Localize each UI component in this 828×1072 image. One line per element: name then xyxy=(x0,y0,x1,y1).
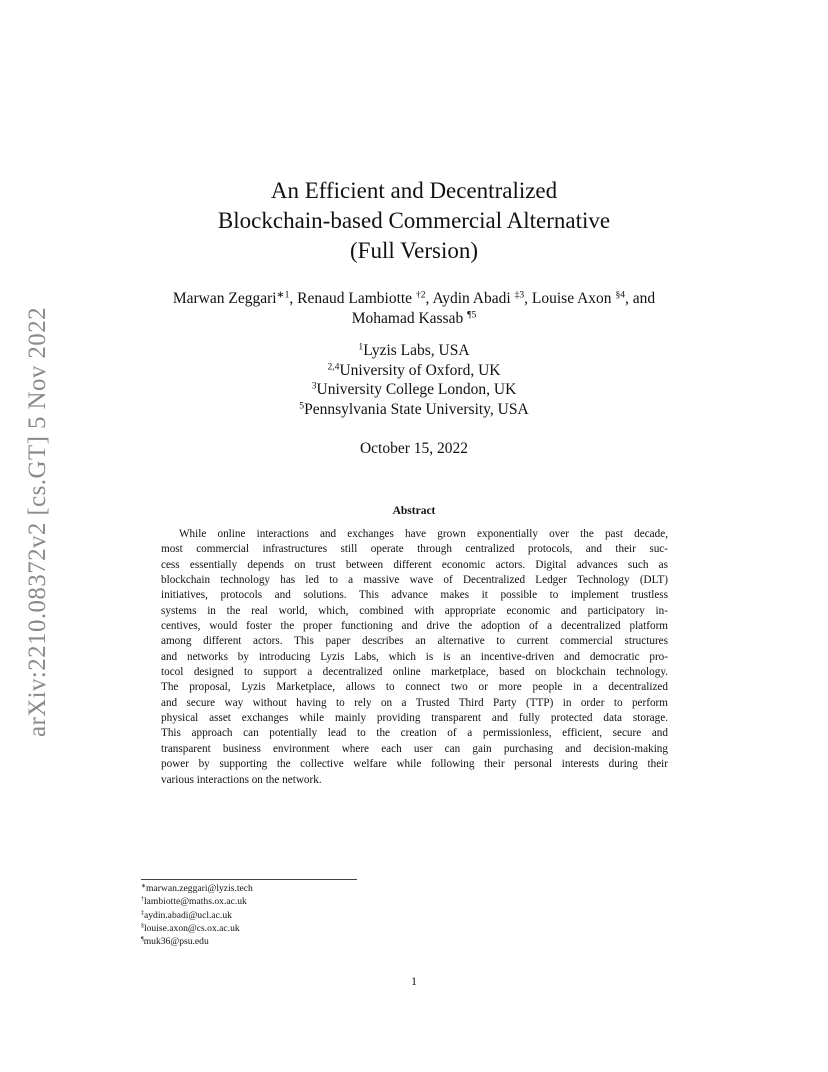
author-name: Aydin Abadi xyxy=(432,290,515,307)
author-separator: , and xyxy=(625,290,656,307)
author-name: Renaud Lambiotte xyxy=(297,290,416,307)
author-separator: , xyxy=(524,290,532,307)
affiliation xyxy=(200,361,628,381)
author-mark: ¶5 xyxy=(467,309,477,321)
title-line-3: (Full Version) xyxy=(350,238,478,263)
author-name: Mohamad Kassab xyxy=(351,310,468,327)
affiliation-mark: 1 xyxy=(358,341,364,353)
affiliation xyxy=(200,380,628,400)
affiliation-text: Pennsylvania State University, USA xyxy=(304,400,529,418)
abstract-line: power by supporting the collective welfare while following their personal interests during their xyxy=(161,758,668,771)
footnote-mark: ∗ xyxy=(141,883,146,890)
footnote xyxy=(141,935,441,948)
author-mark: ∗1 xyxy=(276,289,290,301)
affiliation xyxy=(200,400,628,420)
affiliation-text: Lyzis Labs, USA xyxy=(363,342,470,359)
author-line-2 xyxy=(120,309,708,329)
footnote-text: marwan.zeggari@lyzis.tech xyxy=(145,883,253,894)
abstract-line: and secure way without having to rely on a Trusted Third Party (TTP) in order to perform xyxy=(161,696,668,709)
page-number: 1 xyxy=(411,974,417,988)
footnote-list xyxy=(141,882,441,948)
footnote xyxy=(141,922,441,935)
footnote-text: louise.axon@cs.ox.ac.uk xyxy=(143,922,240,934)
abstract-line: blockchain technology has led to a massive wave of Decentralized Ledger Technology (DLT) xyxy=(161,574,668,587)
footnote-mark: § xyxy=(141,923,144,930)
affiliation-mark: 5 xyxy=(299,400,305,412)
author-name: Louise Axon xyxy=(531,290,616,307)
abstract-line: transparent business environment where each user can gain purchasing and decision-making xyxy=(161,742,668,755)
abstract-line: The proposal, Lyzis Marketplace, allows to connect two or more people in a decentralized xyxy=(161,681,668,694)
footnote-text: muk36@psu.edu xyxy=(143,936,209,948)
author-mark: §4 xyxy=(615,289,626,301)
abstract-line: most commercial infrastructures still operate through centralized protocols, and their suc- xyxy=(161,543,668,556)
footnote-rule xyxy=(141,879,357,880)
affiliation-list xyxy=(200,341,628,419)
abstract-line: While online interactions and exchanges have grown exponentially over the past decade, xyxy=(179,528,668,540)
affiliation-text: University College London, UK xyxy=(316,381,517,398)
footnote-text: aydin.abadi@ucl.ac.uk xyxy=(143,909,232,921)
abstract-line: centives, would foster the proper functioning and drive the adoption of a decentralized platform xyxy=(161,620,668,633)
author-mark: ‡3 xyxy=(514,289,525,301)
abstract-body xyxy=(161,527,668,788)
footnote xyxy=(141,895,441,908)
arxiv-identifier-text: arXiv:2210.08372v2 [cs.GT] 5 Nov 2022 xyxy=(24,306,51,738)
abstract-line: various interactions on the network. xyxy=(161,773,322,786)
title-line-2: Blockchain-based Commercial Alternative xyxy=(217,208,611,233)
abstract-line: among different actors. This paper describes an alternative to current commercial structures xyxy=(161,635,668,648)
abstract-line: This approach can potentially lead to the creation of a permissionless, efficient, secure and xyxy=(161,727,668,740)
arxiv-identifier xyxy=(18,286,58,758)
author-line-1 xyxy=(120,289,708,309)
abstract-line: and networks by introducing Lyzis Labs, which is is an incentive-driven and democratic pro- xyxy=(161,650,668,663)
abstract-line: cess essentially depends on trust between different economic actors. Digital advances such as xyxy=(161,558,668,571)
footnote-mark: ‡ xyxy=(141,910,144,917)
affiliation-text: University of Oxford, UK xyxy=(339,361,501,379)
footnote xyxy=(141,882,441,895)
abstract-line: tocol designed to support a decentralized online marketplace, based on blockchain technology. xyxy=(161,666,668,679)
footnote-mark: ¶ xyxy=(141,936,144,943)
affiliation xyxy=(200,341,628,361)
author-mark: †2 xyxy=(415,289,426,301)
affiliation-mark: 2,4 xyxy=(327,361,340,373)
author-separator: , xyxy=(289,290,298,307)
abstract-line: initiatives, protocols and solutions. This advance makes it possible to implement trustless xyxy=(161,589,668,602)
title-line-1: An Efficient and Decentralized xyxy=(270,178,558,203)
affiliation-mark: 3 xyxy=(311,380,317,392)
footnote-text: lambiotte@maths.ox.ac.uk xyxy=(143,896,247,908)
footnote xyxy=(141,909,441,922)
footnote-mark: † xyxy=(141,897,144,904)
author-name: Marwan Zeggari xyxy=(172,290,277,307)
author-separator: , xyxy=(425,290,433,307)
abstract-line: systems in the real world, which, combined with appropriate economic and participatory in- xyxy=(161,604,668,617)
author-list xyxy=(120,289,708,329)
abstract-line: physical asset exchanges while mainly providing transparent and fully protected data storage. xyxy=(161,712,668,725)
paper-title xyxy=(120,176,708,266)
abstract-heading: Abstract xyxy=(392,505,436,517)
paper-date: October 15, 2022 xyxy=(359,440,469,457)
